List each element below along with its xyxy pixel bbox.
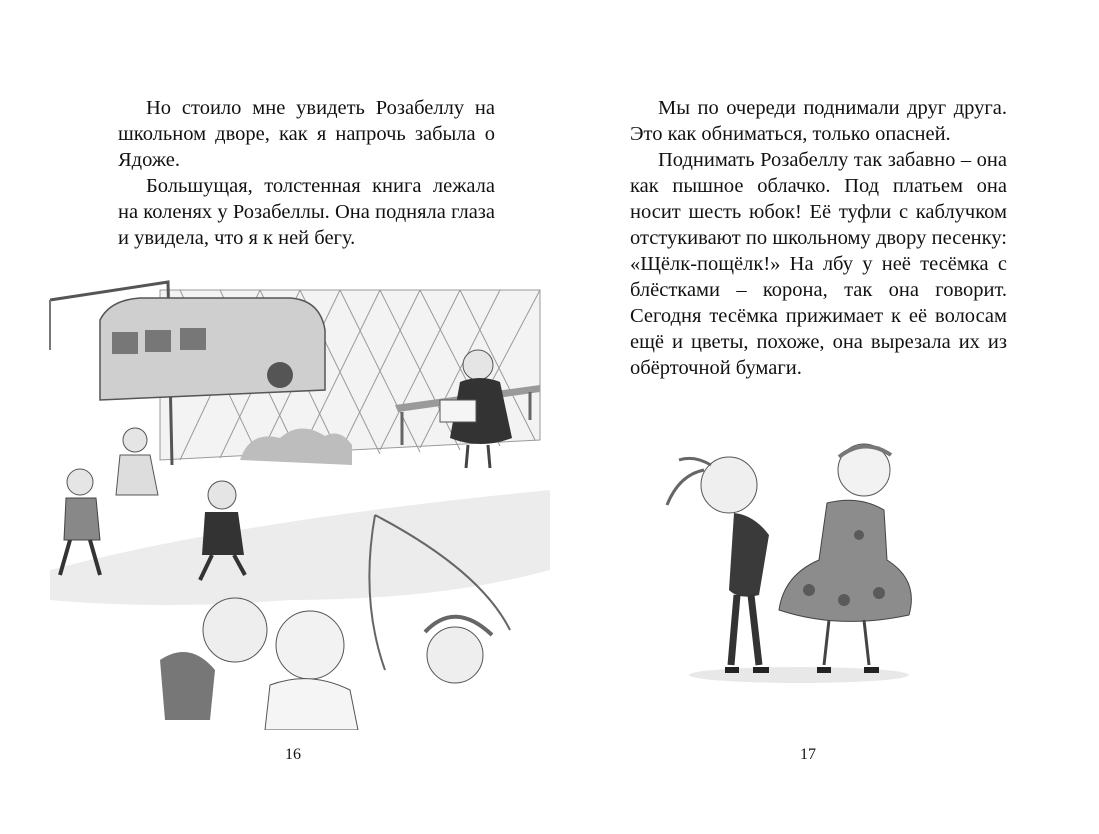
hugging-girls-drawing [659,425,939,695]
left-page [0,0,549,834]
left-page-text [118,95,495,251]
paragraph: Мы по очереди поднимали друг друга. Это как обниматься, только опасней. [630,97,1007,145]
schoolyard-drawing [40,270,560,730]
right-page-text [630,95,1007,381]
right-page [549,0,1099,834]
page-number: 16 [285,746,301,763]
paragraph: Большущая, толстенная книга лежала на коленях у Розабеллы. Она подняла глаза и увидела, что я к ней бегу. [118,175,495,249]
paragraph: Но стоило мне увидеть Розабеллу на школьном дворе, как я напрочь забыла о Ядоже. [118,97,495,171]
page-number: 17 [800,746,816,763]
paragraph: Поднимать Розабеллу так забавно – она как пышное облачко. Под платьем она носит шесть юбок! Её туфли с каблучком отстукивают по школьному двору песенку: «Щёлк-пощёлк!» На лбу у неё тесёмка с блёстками – корона, так она говорит. Сегодня тесёмка прижимает к её волосам ещё и цветы, похоже, она вырезала их из обёрточной бумаги. [630,149,1007,379]
hugging-girls-illustration [659,425,939,695]
schoolyard-illustration [40,270,560,730]
